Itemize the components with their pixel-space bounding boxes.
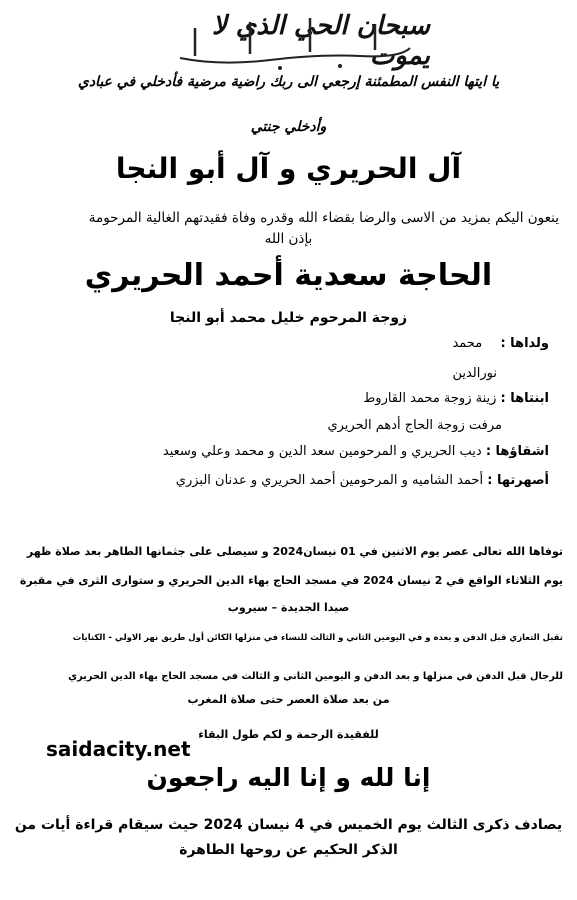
condolences-line-3: من بعد صلاة العصر حتى صلاة المغرب — [187, 693, 390, 706]
sons-label: ولداها : — [500, 336, 549, 351]
mercy-line: للفقيدة الرحمة و لكم طول البقاء — [198, 728, 379, 741]
inlaws-names: أحمد الشاميه و المرحومين أحمد الحريري و عدنان البزري — [175, 473, 484, 488]
funeral-line-2: يوم الثلاثاء الواقع في 2 نيسان 2024 في مسجد الحاج بهاء الدين الحريري و ستوارى الثرى في مقبرة — [19, 574, 563, 587]
son-2: نورالدين — [452, 366, 497, 381]
calligraphy-text: سبحان الحي الذي لا يموت — [211, 11, 430, 71]
daughters-label: ابنتاها : — [500, 391, 549, 406]
verse-line-1: يا ايتها النفس المطمئنة إرجعي الى ربك راضية مرضية فأدخلي في عبادي — [77, 74, 500, 90]
funeral-line-1: توفاها الله تعالى عصر يوم الاثنين في 01 نيسان2024 و سيصلى على جثمانها الطاهر بعد صلاة ظهر — [26, 545, 563, 558]
verse-line-2: وأدخلي جنتي — [250, 119, 327, 135]
daughter-1: زينة زوجة محمد القاروط — [363, 391, 497, 406]
brothers-label: اشقاؤها : — [485, 444, 549, 459]
wife-of-line: زوجة المرحوم خليل محمد أبو النجا — [169, 310, 408, 326]
inlaws-row — [176, 473, 549, 488]
funeral-line-3: صيدا الجديدة – سيروب — [227, 601, 350, 614]
memorial-line-1: يصادف ذكرى الثالث يوم الخميس في 4 نيسان 2024 حيث سيقام قراءة أيات من — [14, 817, 563, 833]
website-watermark: saidacity.net — [46, 737, 191, 761]
inlaws-label: أصهرتها : — [487, 473, 549, 488]
memorial-line-2: الذكر الحكيم عن روحها الطاهرة — [179, 842, 398, 858]
daughter-2: مرفت زوجة الحاج أدهم الحريري — [327, 418, 502, 433]
announcement-line-2: بإذن الله — [264, 231, 313, 247]
closing-verse: إنا لله و إنا اليه راجعون — [146, 763, 431, 792]
daughters-row — [363, 391, 549, 406]
announcement-line-1: ينعون اليكم بمزيد من الاسى والرضا بقضاء الله وقدره وفاة فقيدتهم الغالية المرحومة — [88, 210, 559, 226]
sons-row — [452, 336, 549, 351]
condolences-line-1: تقبل التعازي قبل الدفن و بعده و في اليومين الثاني و الثالث للنساء في منزلها الكائن أول طريق نهر الاولي - الكنايات — [72, 633, 563, 643]
condolences-line-2: للرجال قبل الدفن في منزلها و بعد الدفن و اليومين الثاني و الثالث في مسجد الحاج بهاء الدين الحريري — [68, 671, 563, 682]
calligraphy-flourish-icon — [160, 8, 430, 74]
families-heading: آل الحريري و آل أبو النجا — [115, 152, 462, 185]
son-1: محمد — [452, 336, 483, 351]
brothers-row — [163, 444, 549, 459]
deceased-name: الحاجة سعدية أحمد الحريري — [84, 258, 493, 293]
brothers-names: ديب الحريري و المرحومين سعد الدين و محمد وعلي وسعيد — [162, 444, 482, 459]
